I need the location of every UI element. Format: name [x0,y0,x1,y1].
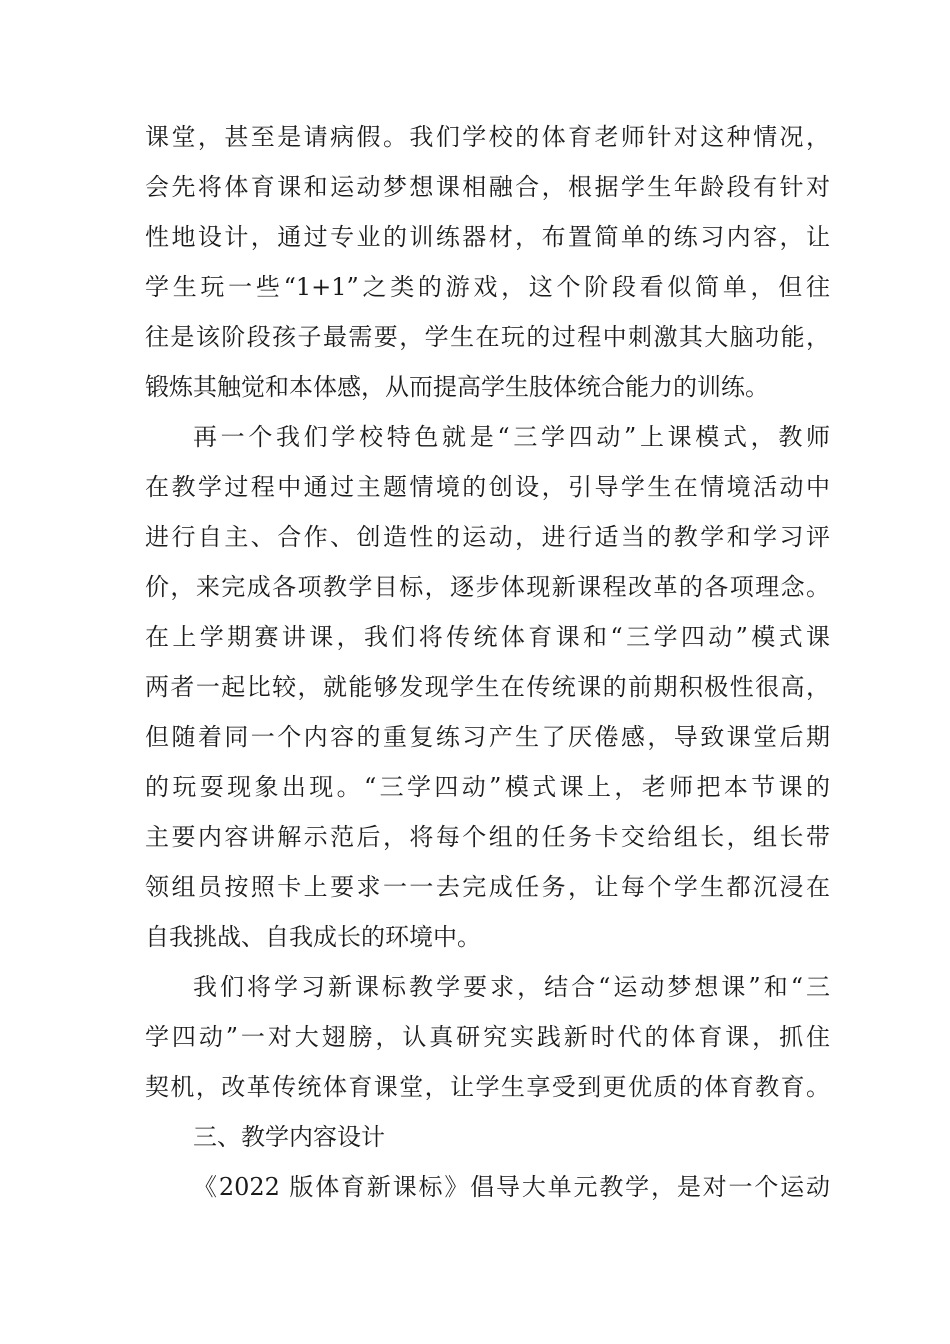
text-line: 的玩耍现象出现。“三学四动”模式课上，老师把本节课的 [145,773,830,801]
text-line: 进行自主、合作、创造性的运动，进行适当的教学和学习评 [145,523,830,551]
text-line: 往是该阶段孩子最需要，学生在玩的过程中刺激其大脑功能， [145,323,830,351]
text-line: 学四动”一对大翅膀，认真研究实践新时代的体育课，抓住 [145,1023,830,1051]
text-line: 学生玩一些“1+1”之类的游戏，这个阶段看似简单，但往 [145,273,830,301]
paragraph-start-line: 我们将学习新课标教学要求，结合“运动梦想课”和“三 [193,973,830,1001]
text-line: 两者一起比较，就能够发现学生在传统课的前期积极性很高， [145,673,830,701]
body-text [145,112,830,1212]
text-line: 价，来完成各项教学目标，逐步体现新课程改革的各项理念。 [145,573,830,601]
text-line: 在上学期赛讲课，我们将传统体育课和“三学四动”模式课 [145,623,830,651]
section-heading: 三、教学内容设计 [193,1123,385,1151]
text-line: 性地设计，通过专业的训练器材，布置简单的练习内容，让 [145,223,830,251]
text-line: 自我挑战、自我成长的环境中。 [145,923,481,951]
text-line: 锻炼其触觉和本体感，从而提高学生肢体统合能力的训练。 [145,373,769,401]
text-line: 但随着同一个内容的重复练习产生了厌倦感，导致课堂后期 [145,723,830,751]
paragraph-start-line: 再一个我们学校特色就是“三学四动”上课模式，教师 [193,423,830,451]
text-line: 领组员按照卡上要求一一去完成任务，让每个学生都沉浸在 [145,873,830,901]
text-line: 契机，改革传统体育课堂，让学生享受到更优质的体育教育。 [145,1073,830,1101]
text-line: 课堂，甚至是请病假。我们学校的体育老师针对这种情况， [145,123,830,151]
text-line: 主要内容讲解示范后，将每个组的任务卡交给组长，组长带 [145,823,830,851]
text-line: 会先将体育课和运动梦想课相融合，根据学生年龄段有针对 [145,173,830,201]
text-line: 在教学过程中通过主题情境的创设，引导学生在情境活动中 [145,473,830,501]
paragraph-start-line: 《2022 版体育新课标》倡导大单元教学，是对一个运动 [193,1173,830,1201]
